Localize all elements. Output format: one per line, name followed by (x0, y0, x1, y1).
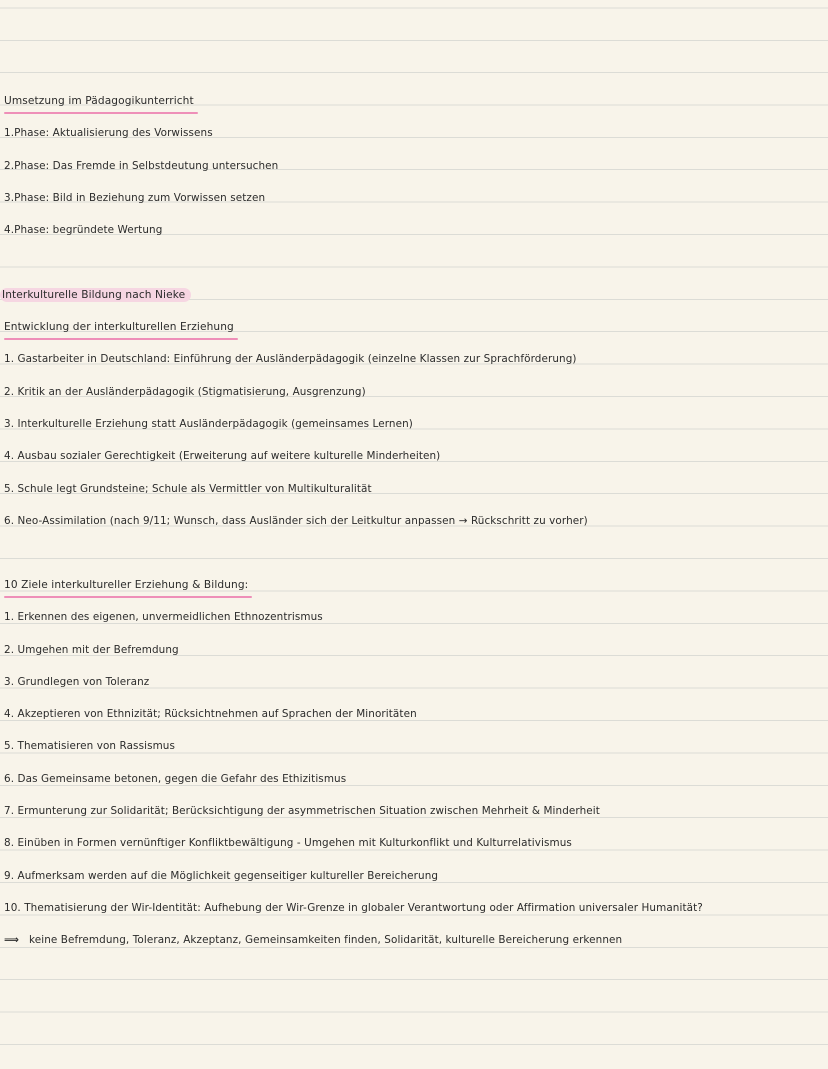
summary-text: keine Befremdung, Toleranz, Akzeptanz, Gemeinsamkeiten finden, Solidarität, kulturelle Bereicherung erkennen (29, 934, 623, 946)
list-item: 1.Phase: Aktualisierung des Vorwissens (4, 127, 213, 139)
section2-title: Interkulturelle Bildung nach Nieke (0, 288, 191, 302)
double-arrow-icon: ⟹ (4, 934, 19, 946)
list-item: 2. Umgehen mit der Befremdung (4, 644, 179, 656)
list-item: 7. Ermunterung zur Solidarität; Berücksichtigung der asymmetrischen Situation zwischen Mehrheit & Minderheit (4, 805, 600, 817)
list-item: 5. Thematisieren von Rassismus (4, 740, 176, 752)
section2-heading: Entwicklung der interkulturellen Erziehung (4, 321, 234, 333)
list-item: 4. Ausbau sozialer Gerechtigkeit (Erweiterung auf weitere kulturelle Minderheiten) (4, 450, 441, 462)
list-item: 6. Neo-Assimilation (nach 9/11; Wunsch, dass Ausländer sich der Leitkultur anpassen → Rückschritt zu vorher) (4, 515, 588, 527)
list-item: 10. Thematisierung der Wir-Identität: Aufhebung der Wir-Grenze in globaler Verantwortung oder Affirmation universaler Humanität? (4, 902, 703, 914)
list-item: 2. Kritik an der Ausländerpädagogik (Stigmatisierung, Ausgrenzung) (4, 386, 366, 398)
list-item: 9. Aufmerksam werden auf die Möglichkeit gegenseitiger kultureller Bereicherung (4, 870, 439, 882)
list-item: 3. Interkulturelle Erziehung statt Ausländerpädagogik (gemeinsames Lernen) (4, 418, 413, 430)
summary-line (4, 933, 622, 947)
list-item: 3.Phase: Bild in Beziehung zum Vorwissen setzen (4, 192, 266, 204)
list-item: 5. Schule legt Grundsteine; Schule als Vermittler von Multikulturalität (4, 483, 372, 495)
list-item: 3. Grundlegen von Toleranz (4, 676, 150, 688)
list-item: 2.Phase: Das Fremde in Selbstdeutung untersuchen (4, 160, 279, 172)
section3-heading: 10 Ziele interkultureller Erziehung & Bildung: (4, 579, 249, 591)
list-item: 1. Erkennen des eigenen, unvermeidlichen Ethnozentrismus (4, 611, 323, 623)
list-item: 1. Gastarbeiter in Deutschland: Einführung der Ausländerpädagogik (einzelne Klassen zur Sprachförderung) (4, 353, 577, 365)
list-item: 4.Phase: begründete Wertung (4, 224, 163, 236)
list-item: 4. Akzeptieren von Ethnizität; Rücksichtnehmen auf Sprachen der Minoritäten (4, 708, 417, 720)
list-item: 6. Das Gemeinsame betonen, gegen die Gefahr des Ethizitismus (4, 773, 347, 785)
section1-heading: Umsetzung im Pädagogikunterricht (4, 95, 194, 107)
list-item: 8. Einüben in Formen vernünftiger Konfliktbewältigung - Umgehen mit Kulturkonflikt und Kulturrelativismus (4, 837, 572, 849)
